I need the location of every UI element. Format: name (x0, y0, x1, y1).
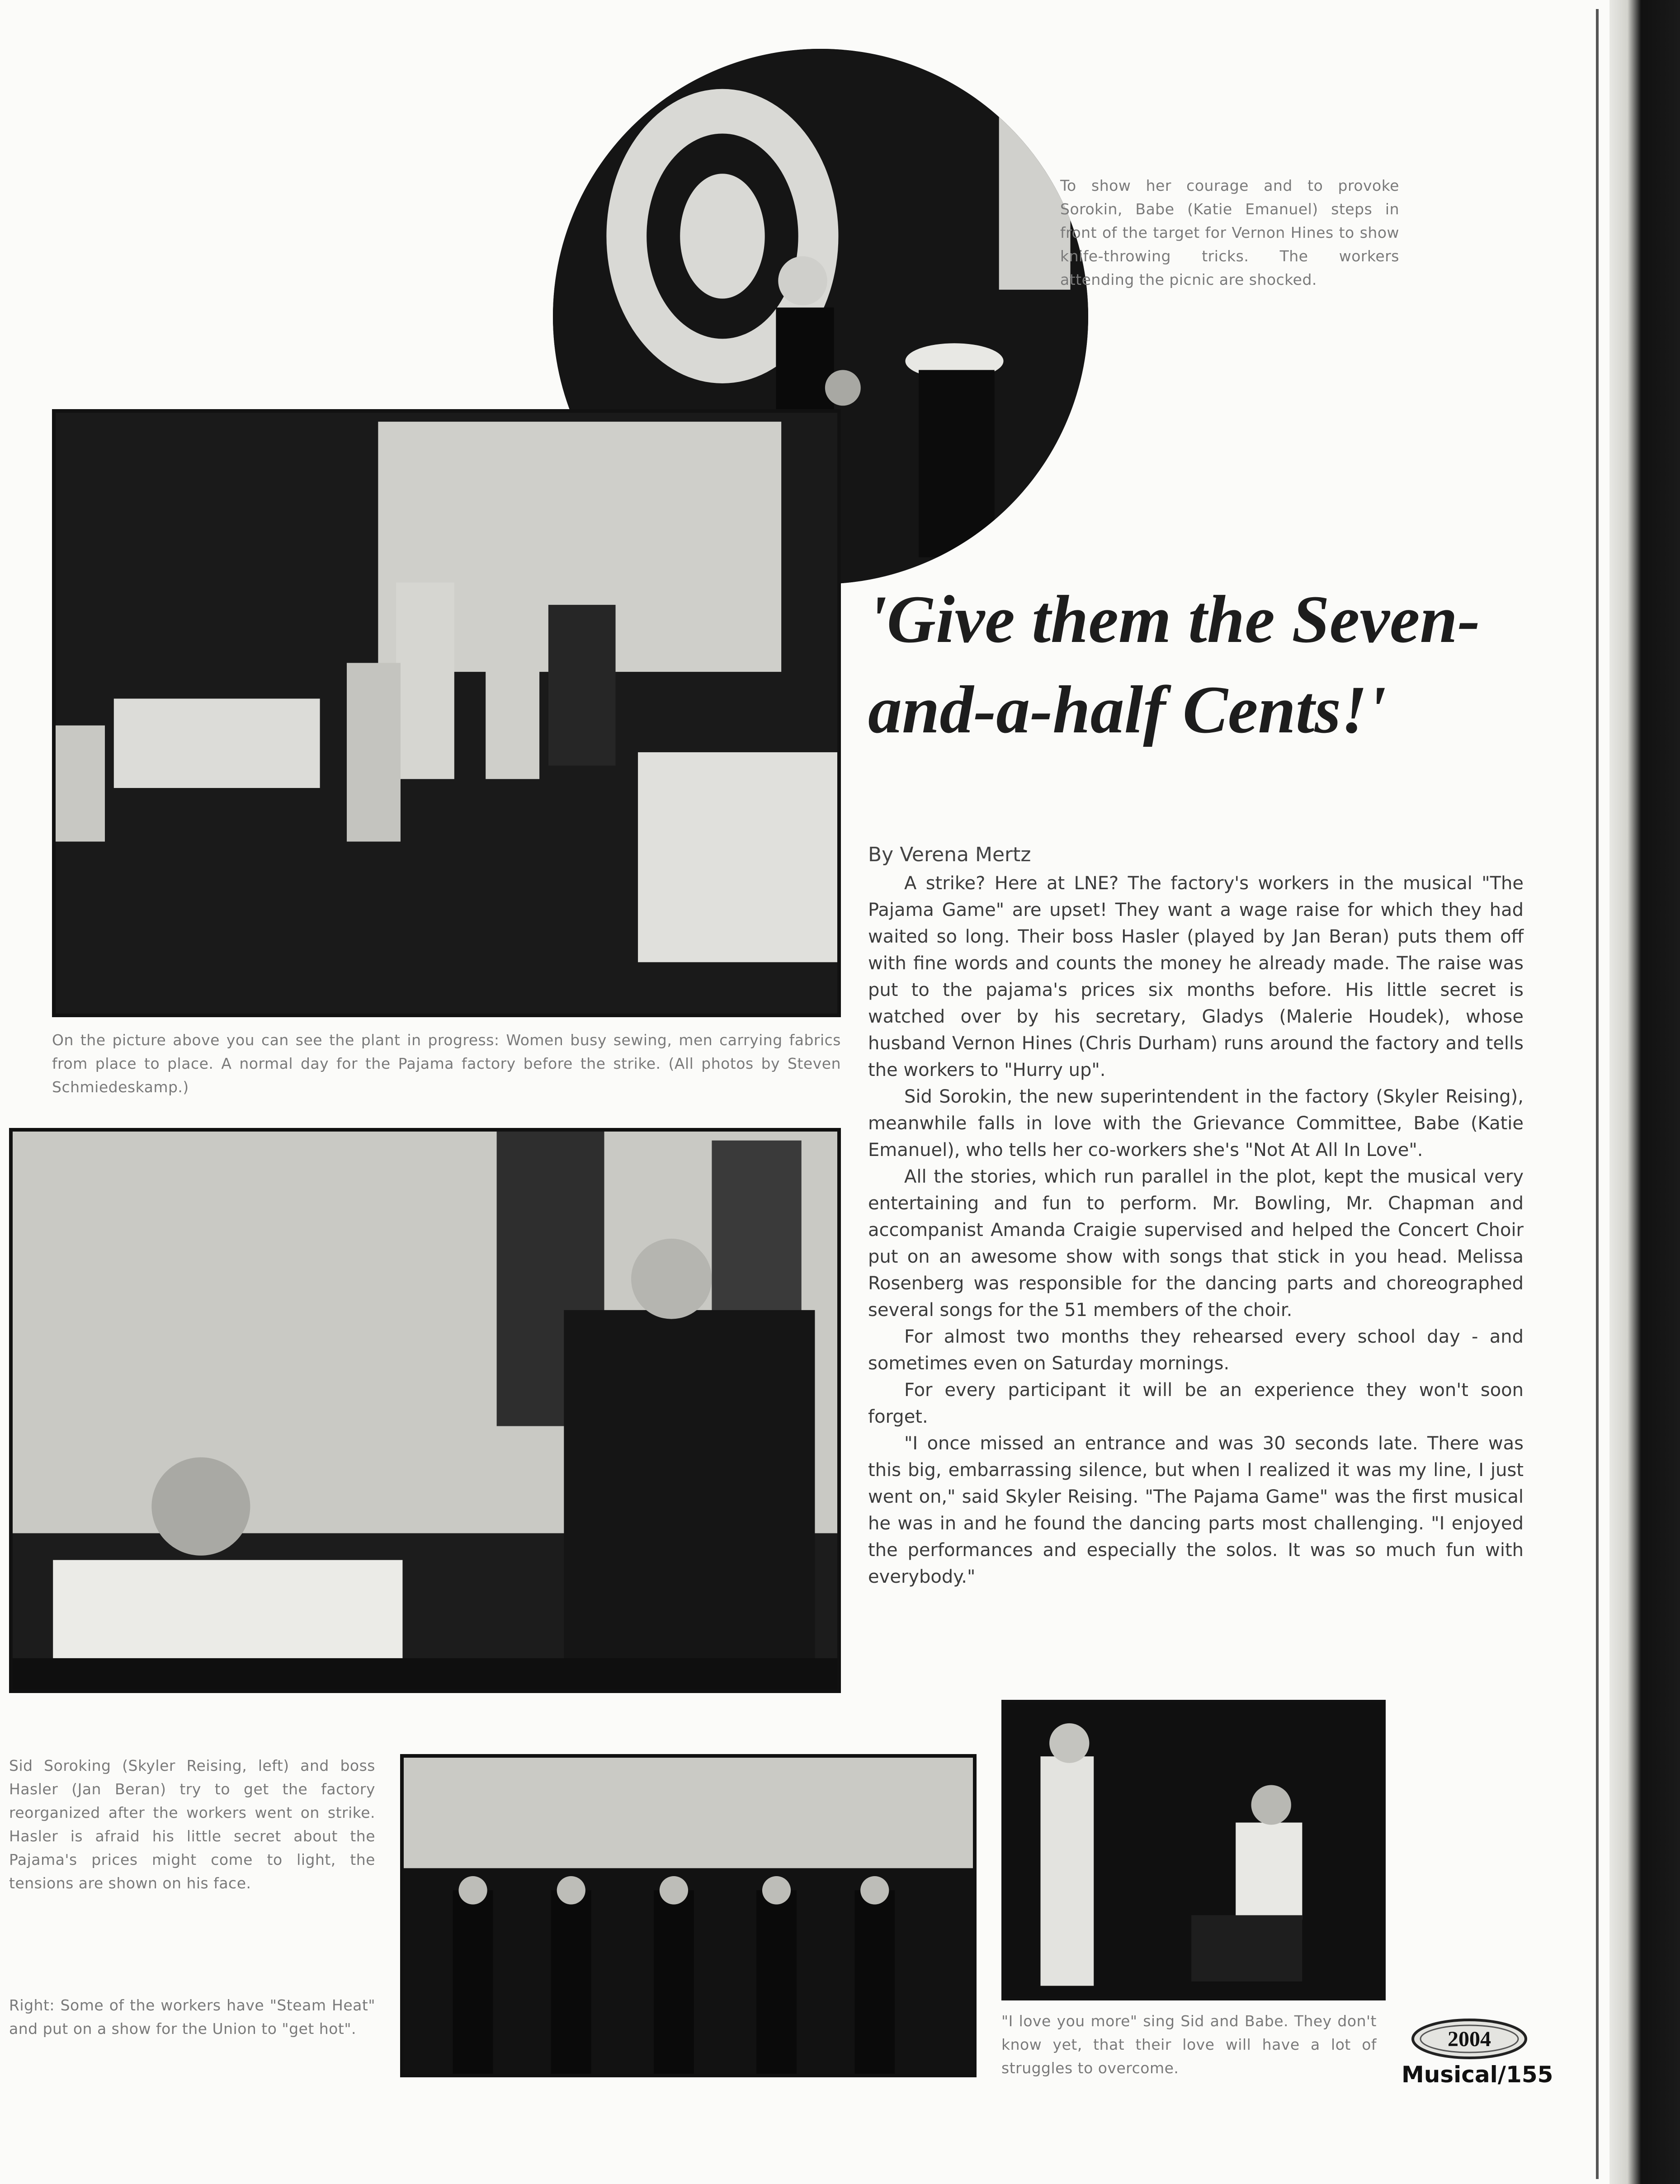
article-paragraph: Sid Sorokin, the new superintendent in the factory (Skyler Reising), meanwhile falls in love with the Grievance Committee, Babe (Katie Emanuel), who tells her co-workers she's "Not At All In Love". (868, 1086, 1524, 1160)
yearbook-2004-logo (1411, 2016, 1528, 2061)
page-section-label: Musical/155 (1402, 2061, 1553, 2088)
caption-steam-heat-photo: Right: Some of the workers have "Steam Heat" and put on a show for the Union to "get hot". (9, 1996, 375, 2038)
article-paragraph: All the stories, which run parallel in the plot, kept the musical very entertaining and fun to perform. Mr. Bowling, Mr. Chapman and accompanist Amanda Craigie supervised and helped the Concert Choir put on an awesome show with songs that stick in you head. Melissa Rosenberg was responsible for the dancing parts and choreographed several songs for the 51 members of the choir. (868, 1166, 1524, 1321)
page-binding-edge (1609, 0, 1680, 2184)
photo-steam-heat-image (404, 1758, 973, 2074)
caption-circle-photo: To show her courage and to provoke Sorokin, Babe (Katie Emanuel) steps in front of the target for Vernon Hines to show knife-throwing tricks. The workers attending the picnic are shocked. (1060, 177, 1399, 288)
page-border-line (1596, 9, 1599, 2179)
article-paragraph: For every participant it will be an experience they won't soon forget. (868, 1380, 1524, 1427)
article-byline: By Verena Mertz (868, 843, 1031, 866)
photo-sid-hasler-image (13, 1132, 837, 1689)
photo-sid-babe-love-image (1005, 1703, 1382, 1997)
article-paragraph: A strike? Here at LNE? The factory's workers in the musical "The Pajama Game" are upset! They want a wage raise for which they had waited so long. Their boss Hasler (played by Jan Beran) puts them off with fine words and counts the money he already made. The raise was put to the pajama's prices six months before. His little secret is watched over by his secretary, Gladys (Malerie Houdek), whose husband Vernon Hines (Chris Durham) runs around the factory and tells the workers to "Hurry up". (868, 873, 1524, 1080)
photo-factory-floor-image (56, 413, 837, 1014)
article-body (868, 870, 1524, 1590)
article-headline: 'Give them the Seven-and-a-half Cents!' (868, 582, 1480, 747)
article-paragraph: For almost two months they rehearsed every school day - and sometimes even on Saturday mornings. (868, 1326, 1524, 1374)
caption-factory-photo: On the picture above you can see the plant in progress: Women busy sewing, men carrying fabrics from place to place. A normal day for the Pajama factory before the strike. (All photos by Steven Schmiedeskamp.) (52, 1031, 841, 1096)
article-paragraph: "I once missed an entrance and was 30 seconds late. There was this big, embarrassing silence, but when I realized it was my line, I just went on," said Skyler Reising. "The Pajama Game" was the first musical he was in and he found the dancing parts most challenging. "I enjoyed the performances and especially the solos. It was so much fun with everybody." (868, 1433, 1524, 1587)
caption-love-photo: "I love you more" sing Sid and Babe. They don't know yet, that their love will have a lot of struggles to overcome. (1001, 2012, 1377, 2077)
yearbook-logo-oval-icon (1411, 2016, 1528, 2061)
photo-sid-babe-love (1001, 1700, 1386, 2000)
photo-sid-hasler (9, 1128, 841, 1693)
logo-year: 2004 (1448, 2027, 1491, 2051)
caption-sid-hasler-photo: Sid Soroking (Skyler Reising, left) and boss Hasler (Jan Beran) try to get the factory reorganized after the workers went on strike. Hasler is afraid his little secret about the Pajama's prices might come to light, the tensions are shown on his face. (9, 1757, 375, 1892)
photo-factory-floor (52, 409, 841, 1017)
photo-steam-heat (400, 1754, 977, 2077)
